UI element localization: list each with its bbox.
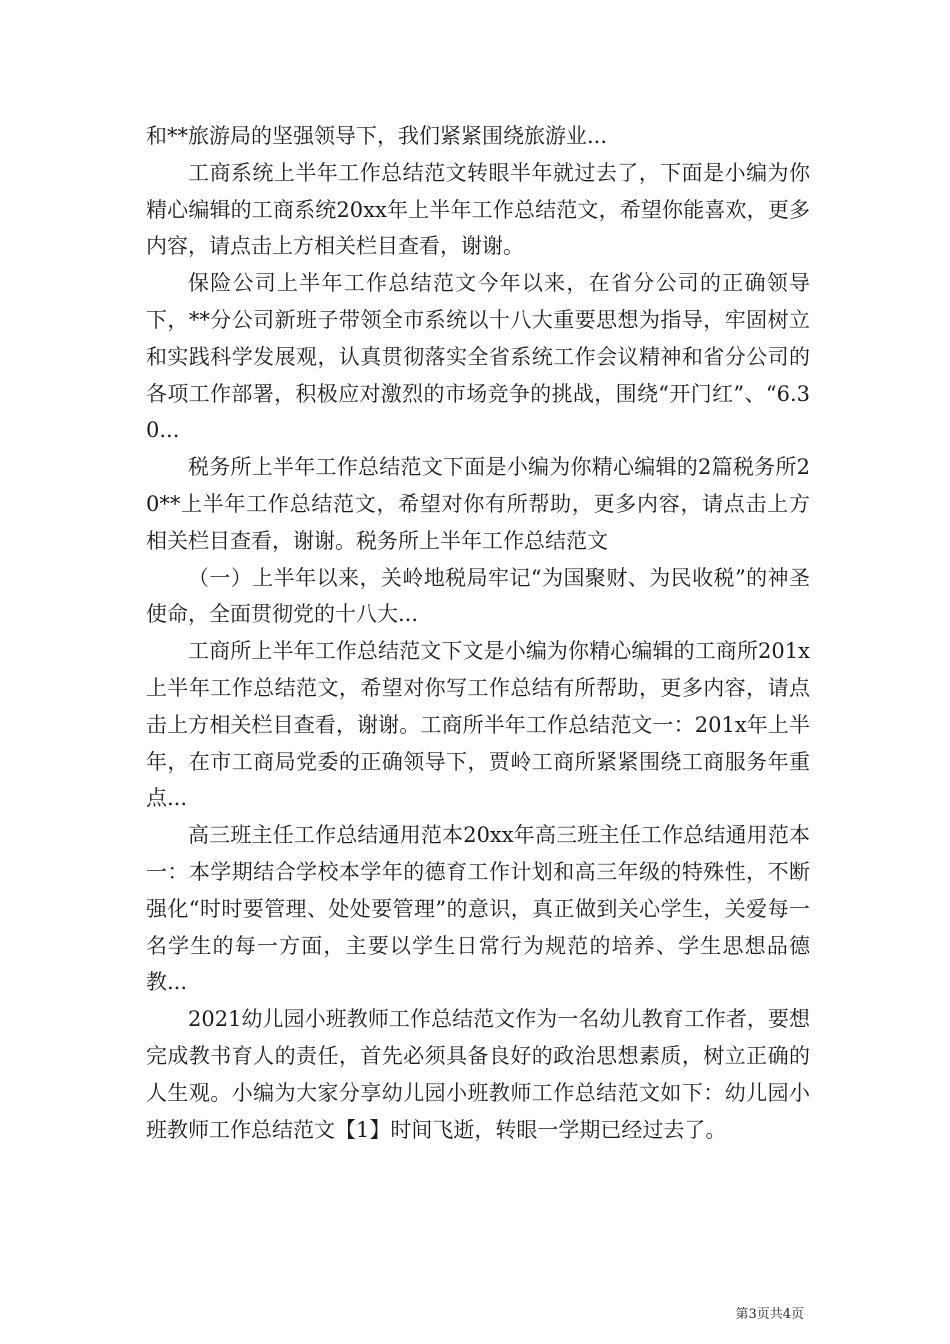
paragraph-1: 和**旅游局的坚强领导下，我们紧紧围绕旅游业... [146, 124, 608, 148]
paragraph-8: 2021幼儿园小班教师工作总结范文作为一名幼儿教育工作者，要想完成教书育人的责任，首先必须具备良好的政治思想素质，树立正确的人生观。小编为大家分享幼儿园小班教师工作总结范文如下：幼儿园小班教师工作总结范文【1】时间飞逝，转眼一学期已经过去了。 [146, 1007, 810, 1142]
paragraph-6: 工商所上半年工作总结范文下文是小编为你精心编辑的工商所201x上半年工作总结范文，希望对你写工作总结有所帮助，更多内容，请点击上方相关栏目查看，谢谢。工商所半年工作总结范文一：201x年上半年，在市工商局党委的正确领导下，贾岭工商所紧紧围绕工商服务年重点... [146, 639, 810, 811]
paragraph-2: 工商系统上半年工作总结范文转眼半年就过去了，下面是小编为你精心编辑的工商系统20xx年上半年工作总结范文，希望你能喜欢，更多内容，请点击上方相关栏目查看，谢谢。 [146, 160, 810, 259]
page-number-footer: 第3页共4页 [735, 1307, 804, 1322]
paragraph-4: 税务所上半年工作总结范文下面是小编为你精心编辑的2篇税务所20**上半年工作总结范文，希望对你有所帮助，更多内容，请点击上方相关栏目查看，谢谢。税务所上半年工作总结范文 [146, 455, 810, 553]
paragraph-7: 高三班主任工作总结通用范本20xx年高三班主任工作总结通用范本一：本学期结合学校本学年的德育工作计划和高三年级的特殊性，不断强化“时时要管理、处处要管理”的意识，真正做到关心学生，关爱每一名学生的每一方面，主要以学生日常行为规范的培养、学生思想品德教... [146, 823, 810, 995]
paragraph-5: （一）上半年以来，关岭地税局牢记“为国聚财、为民收税”的神圣使命，全面贯彻党的十八大... [146, 565, 810, 627]
document-body [146, 118, 810, 1148]
paragraph-3: 保险公司上半年工作总结范文今年以来，在省分公司的正确领导下，**分公司新班子带领全市系统以十八大重要思想为指导，牢固树立和实践科学发展观，认真贯彻落实全省系统工作会议精神和省分公司的各项工作部署，积极应对激烈的市场竞争的挑战，围绕“开门红”、“6.30... [146, 271, 810, 443]
